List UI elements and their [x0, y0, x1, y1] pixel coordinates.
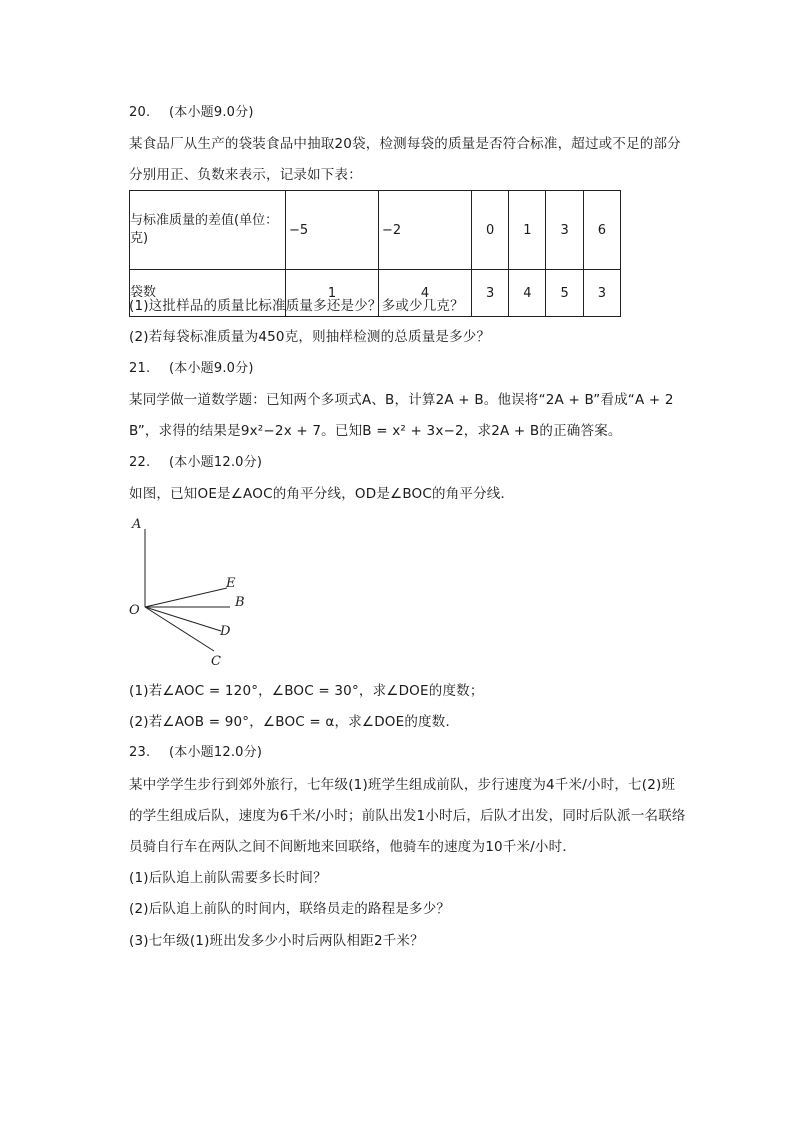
table-cell: −5: [286, 191, 379, 270]
q21-number: 21.: [129, 361, 151, 376]
q21-line2: B”，求得的结果是9x²−2x + 7。已知B = x² + 3x−2，求2A + B的正确答案。: [129, 423, 622, 439]
label-a: A: [132, 517, 142, 532]
q21-score: (本小题9.0分): [169, 361, 254, 376]
q23-line3: 员骑自行车在两队之间不间断地来回联络，他骑车的速度为10千米/小时．: [129, 839, 577, 855]
ray-oe: [145, 588, 227, 607]
table-cell: 6: [583, 191, 620, 270]
ray-od: [145, 607, 221, 631]
q20-number: 20.: [129, 105, 151, 120]
q23-line2: 的学生组成后队，速度为6千米/小时；前队出发1小时后，后队才出发，同时后队派一名联络: [129, 808, 686, 824]
table-cell: 5: [546, 270, 583, 317]
q23-heading: [129, 744, 262, 762]
table-row-header: [130, 191, 286, 270]
table-cell: 3: [471, 270, 508, 317]
q22-stem: 如图，已知OE是∠AOC的角平分线，OD是∠BOC的角平分线．: [129, 486, 515, 502]
table-cell: 1: [509, 191, 546, 270]
table-cell: 4: [378, 270, 471, 317]
q23-sub2: (2)后队追上前队的时间内，联络员走的路程是多少？: [129, 901, 451, 917]
q22-number: 22.: [129, 455, 151, 470]
label-c: C: [211, 654, 221, 669]
angle-bisector-figure: [120, 510, 270, 670]
table-row: [130, 191, 621, 270]
table-cell: 1: [286, 270, 379, 317]
q22-heading: [129, 454, 262, 472]
q23-score: (本小题12.0分): [169, 745, 263, 760]
table-cell: 4: [509, 270, 546, 317]
label-d: D: [220, 624, 231, 639]
ray-oc: [145, 607, 214, 651]
table-cell: −2: [378, 191, 471, 270]
table-row-header: 袋数: [130, 270, 286, 317]
q21-line1: 某同学做一道数学题：已知两个多项式A、B，计算2A + B。他误将“2A + B”看成“A + 2: [129, 392, 674, 408]
q23-sub1: (1)后队追上前队需要多长时间？: [129, 870, 327, 886]
table-header-line2: 克): [130, 231, 149, 246]
table-header-line1: 与标准质量的差值(单位：: [130, 213, 279, 228]
label-o: O: [129, 603, 140, 618]
table-cell: 0: [471, 191, 508, 270]
label-b: B: [235, 595, 245, 610]
q23-sub3: (3)七年级(1)班出发多少小时后两队相距2千米？: [129, 933, 424, 949]
q23-line1: 某中学学生步行到郊外旅行，七年级(1)班学生组成前队，步行速度为4千米/小时，七(2)班: [129, 777, 676, 793]
q20-sub1: (1)这批样品的质量比标准质量多还是少？多或少几克？: [129, 298, 464, 314]
q20-stem-line2: 分别用正、负数来表示，记录如下表：: [129, 167, 362, 183]
q22-score: (本小题12.0分): [169, 455, 263, 470]
table-cell: 3: [583, 270, 620, 317]
q20-stem-line1: 某食品厂从生产的袋装食品中抽取20袋，检测每袋的质量是否符合标准，超过或不足的部分: [129, 136, 681, 152]
table-cell: 3: [546, 191, 583, 270]
q22-sub1: (1)若∠AOC = 120°，∠BOC = 30°，求∠DOE的度数；: [129, 683, 484, 699]
q20-sub2: (2)若每袋标准质量为450克，则抽样检测的总质量是多少？: [129, 329, 491, 345]
q23-number: 23.: [129, 745, 151, 760]
label-e: E: [226, 576, 236, 591]
q20-heading: [129, 104, 254, 122]
q20-score: (本小题9.0分): [169, 105, 254, 120]
q21-heading: [129, 360, 254, 378]
q22-sub2: (2)若∠AOB = 90°，∠BOC = α，求∠DOE的度数．: [129, 714, 460, 730]
